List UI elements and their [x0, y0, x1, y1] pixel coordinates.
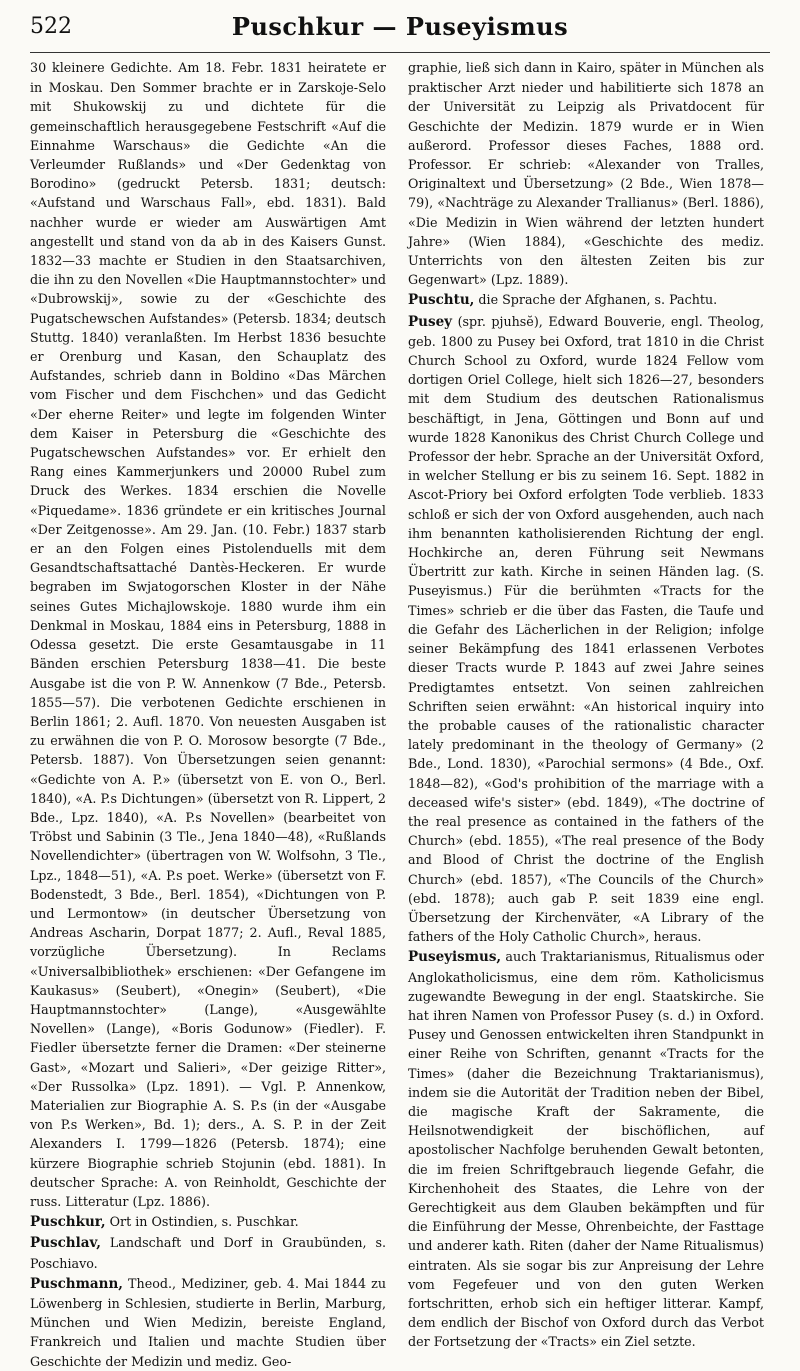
entry-text: (spr. pjuhsĕ), Edward Bouverie, engl. Theolog, geb. 1800 zu Pusey bei Oxford, trat 1810 in die Christ Church School zu Oxford, wurde 1824 Fellow vom dortigen Oriel College, hielt sich 1826—27, besonders mit dem Studium des deutschen Rationalismus beschäftigt, in Jena, Göttingen und Bonn auf und wurde 1828 Kanonikus des Christ Church College und Professor der hebr. Sprache an der Universität Oxford, in welcher Stellung er bis zu seinem 16. Sept. 1882 in Ascot-Priory bei Oxford erfolgten Tode verblieb. 1833 schloß er sich der von Oxford ausgehenden, auch nach ihm benannten katholisierenden Richtung der engl. Hochkirche an, deren Führung seit Newmans Übertritt zur kath. Kirche in seinen Händen lag. (S. Puseyismus.) Für die berühmten «Tracts for the Times» schrieb er die über das Fasten, die Taufe und die Gefahr des Lächerlichen in der Religion; infolge seiner Bekämpfung des 1841 erlassenen Verbotes dieser Tracts wurde P. 1843 auf zwei Jahre seines Predigtamtes entsetzt. Von seinen zahlreichen Schriften seien erwähnt: «An historical inquiry into the probable causes of the rationalistic character lately predominant in the theology of Germany» (2 Bde., Lond. 1830), «Parochial sermons» (4 Bde., Oxf. 1848—82), «God's prohibition of the marriage with a deceased wife's sister» (ebd. 1849), «The doctrine of the real presence as contained in the fathers of the Church» (ebd. 1855), «The real presence of the Body and Blood of Christ the doctrine of the English Church» (ebd. 1857), «The Councils of the Church» (ebd. 1878); auch gab P. seit 1839 eine engl. Übersetzung der Kirchenväter, «A Library of the fathers of the Holy Catholic Church», heraus.	[408, 313, 764, 945]
entry-text: 30 kleinere Gedichte. Am 18. Febr. 1831 heiratete er in Moskau. Den Sommer brachte er in Zarskoje-Selo mit Shukowskij zu und dichtete für die gemeinschaftlich herausgegebene Festschrift «Auf die Einnahme Warschaus» die Gedichte «An die Verleumder Rußlands» und «Der Gedenktag von Borodino» (gedruckt Petersb. 1831; deutsch: «Aufstand und Warschaus Fall», ebd. 1831). Bald nachher wurde er wieder am Auswärtigen Amt angestellt und stand von da ab in des Kaisers Gunst. 1832—33 machte er Studien in den Staatsarchiven, die ihn zu den Novellen «Die Hauptmannstochter» und «Dubrowskij», sowie zu der «Geschichte des Pugatschewschen Aufstandes» (Petersb. 1834; deutsch Stuttg. 1840) veranlaßten. Im Herbst 1836 besuchte er Orenburg und Kasan, den Schauplatz des Aufstandes, schrieb dann in Boldino «Das Märchen vom Fischer und dem Fischchen» und das Gedicht «Der eherne Reiter» und legte im folgenden Winter dem Kaiser in Petersburg die «Geschichte des Pugatschewschen Aufstandes» vor. Er erhielt den Rang eines Kammerjunkers und 20000 Rubel zum Druck des Werkes. 1834 erschien die Novelle «Piquedame». 1836 gründete er ein kritisches Journal «Der Zeitgenosse». Am 29. Jan. (10. Febr.) 1837 starb er an den Folgen eines Pistolenduells mit dem Gesandtschaftsattaché Dantès-Heckeren. Er wurde begraben im Swjatogorschen Kloster in der Nähe seines Gutes Michajlowskoje. 1880 wurde ihm ein Denkmal in Moskau, 1884 eins in Petersburg, 1888 in Odessa gesetzt. Die erste Gesamtausgabe in 11 Bänden erschien Petersburg 1838—41. Die beste Ausgabe ist die von P. W. Annenkow (7 Bde., Petersb. 1855—57). Die verbotenen Gedichte erschienen in Berlin 1861; 2. Aufl. 1870. Von neuesten Ausgaben ist zu erwähnen die von P. O. Morosow besorgte (7 Bde., Petersb. 1887). Von Übersetzungen seien genannt: «Gedichte von A. P.» (übersetzt von E. von O., Berl. 1840), «A. P.s Dichtungen» (übersetzt von R. Lippert, 2 Bde., Lpz. 1840), «A. P.s Novellen» (bearbeitet von Tröbst und Sabinin (3 Tle., Jena 1840—48), «Rußlands Novellendichter» (übertragen von W. Wolfsohn, 3 Tle., Lpz., 1848—51), «A. P.s poet. Werke» (übersetzt von F. Bodenstedt, 3 Bde., Berl. 1854), «Dichtungen von P. und Lermontow» (in deutscher Übersetzung von Andreas Ascharin, Dorpat 1877; 2. Aufl., Reval 1885, vorzügliche Übersetzung). In Reclams «Universalbibliothek» erschienen: «Der Gefangene im Kaukasus» (Seubert), «Onegin» (Seubert), «Die Hauptmannstochter» (Lange), «Ausgewählte Novellen» (Lange), «Boris Godunow» (Fiedler). F. Fiedler übersetzte ferner die Dramen: «Der steinerne Gast», «Mozart und Salieri», «Der geizige Ritter», «Der Russolka» (Lpz. 1891). — Vgl. P. Annenkow, Materialien zur Biographie A. S. P.s (in der «Ausgabe von P.s Werken», Bd. 1); ders., A. S. P. in der Zeit Alexanders I. 1799—1826 (Petersb. 1874); eine kürzere Biographie schrieb Stojunin (ebd. 1881). In deutscher Sprache: A. von Reinholdt, Geschichte der russ. Litteratur (Lpz. 1886).	[30, 60, 386, 1209]
entry-lemma: Puschkur,	[30, 1214, 106, 1231]
entry-paragraph	[408, 312, 764, 947]
entry-text: Ort in Ostindien, s. Puschkar.	[105, 1214, 299, 1230]
entry-paragraph	[30, 1212, 386, 1232]
entry-text: Landschaft und Dorf in Graubünden, s. Poschiavo.	[30, 1235, 386, 1271]
entry-text: Theod., Mediziner, geb. 4. Mai 1844 zu Löwenberg in Schlesien, studierte in Berlin, Marburg, München und Wien Medizin, bereiste England, Frankreich und Italien und machte Studien über Geschichte der Medizin und mediz. Geo-	[30, 1275, 386, 1369]
entry-lemma: Puseyismus,	[408, 949, 502, 966]
left-column	[30, 58, 386, 1369]
entry-paragraph	[408, 290, 764, 310]
entry-paragraph	[30, 58, 386, 1211]
header-rule	[30, 52, 770, 53]
entry-text: die Sprache der Afghanen, s. Pachtu.	[474, 292, 718, 308]
running-title: Puschkur — Puseyismus	[231, 12, 569, 41]
page-header	[30, 8, 770, 48]
entry-paragraph	[408, 947, 764, 1351]
page-number: 522	[30, 14, 72, 39]
entry-paragraph	[30, 1274, 386, 1371]
entry-text: graphie, ließ sich dann in Kairo, später in München als praktischer Arzt nieder und habilitierte sich 1878 an der Universität zu Leipzig als Privatdocent für Geschichte der Medizin. 1879 wurde er in Wien außerord. Professor dieses Faches, 1888 ord. Professor. Er schrieb: «Alexander von Tralles, Originaltext und Übersetzung» (2 Bde., Wien 1878—79), «Nachträge zu Alexander Trallianus» (Berl. 1886), «Die Medizin in Wien während der letzten hundert Jahre» (Wien 1884), «Geschichte des mediz. Unterrichts von den ältesten Zeiten bis zur Gegenwart» (Lpz. 1889).	[408, 60, 764, 288]
entry-paragraph	[30, 1233, 386, 1272]
entry-paragraph	[408, 58, 764, 289]
entry-lemma: Pusey	[408, 313, 453, 330]
entry-text: auch Traktarianismus, Ritualismus oder Anglokatholicismus, eine dem röm. Katholicismus zugewandte Bewegung in der engl. Staatskirche. Sie hat ihren Namen von Professor Pusey (s. d.) in Oxford. Pusey und Genossen entwickelten ihren Standpunkt in einer Reihe von Schriften, genannt «Tracts for the Times» (daher die Bezeichnung Traktarianismus), indem sie die Autorität der Tradition neben der Bibel, die magische Kraft der Sakramente, die Heilsnotwendigkeit der bischöflichen, auf apostolischer Nachfolge beruhenden Gewalt betonten, die im freien Schriftgebrauch liegende Gefahr, die Kirchenhoheit des Staates, die Lehre von der Gerechtigkeit aus dem Glauben bekämpften und für die Einführung der Messe, Ohrenbeichte, der Fasttage und anderer kath. Riten (daher der Name Ritualismus) eintraten. Als sie sogar bis zur Anpreisung der Lehre vom Fegefeuer und von den guten Werken fortschritten, erhob sich ein heftiger litterar. Kampf, dem endlich der Bischof von Oxford durch das Verbot der Fortsetzung der «Tracts» ein Ziel setzte.	[408, 949, 764, 1350]
entry-lemma: Puschlav,	[30, 1235, 101, 1252]
entry-lemma: Puschtu,	[408, 292, 475, 309]
entry-lemma: Puschmann,	[30, 1275, 123, 1292]
right-column	[408, 58, 764, 1350]
